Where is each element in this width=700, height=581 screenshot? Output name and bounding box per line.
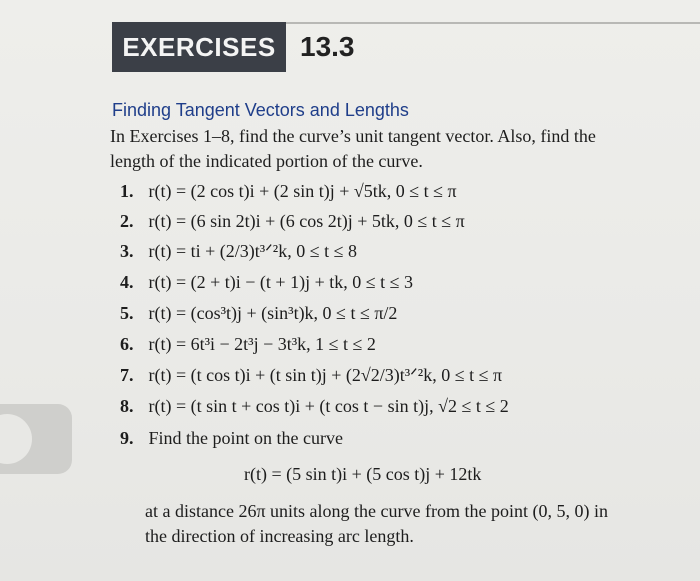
exercise-number: 8.	[120, 396, 134, 416]
exercise-number: 9.	[120, 428, 134, 448]
exercise-item	[120, 211, 465, 232]
exercise-item	[120, 272, 413, 293]
exercise-item	[120, 181, 457, 202]
exercise-text: r(t) = 6t³i − 2t³j − 3t³k, 1 ≤ t ≤ 2	[148, 334, 376, 354]
exercise-item	[120, 396, 509, 417]
exercise-number: 4.	[120, 272, 134, 292]
exercise-number: 2.	[120, 211, 134, 231]
exercise-text: r(t) = (2 cos t)i + (2 sin t)j + √5tk, 0 ≤ t ≤ π	[148, 181, 457, 201]
exercise-text: r(t) = (t cos t)i + (t sin t)j + (2√2/3)t³ᐟ²k, 0 ≤ t ≤ π	[148, 365, 503, 385]
instruction-line-1: In Exercises 1–8, find the curve’s unit tangent vector. Also, find the	[110, 126, 596, 146]
exercise-item	[120, 241, 357, 262]
exercise-item	[120, 334, 376, 355]
exercise-number: 6.	[120, 334, 134, 354]
exercises-label: EXERCISES	[112, 22, 286, 72]
exercise-item	[120, 428, 343, 449]
exercise-number: 5.	[120, 303, 134, 323]
exercise-number: 7.	[120, 365, 134, 385]
exercise-text: r(t) = (t sin t + cos t)i + (t cos t − sin t)j, √2 ≤ t ≤ 2	[148, 396, 509, 416]
section-title: Finding Tangent Vectors and Lengths	[112, 100, 409, 120]
exercise-item	[120, 303, 397, 324]
instruction-line-2: length of the indicated portion of the curve.	[110, 151, 423, 171]
exercise-text: r(t) = (2 + t)i − (t + 1)j + tk, 0 ≤ t ≤ 3	[148, 272, 413, 292]
exercise-text: r(t) = (cos³t)j + (sin³t)k, 0 ≤ t ≤ π/2	[148, 303, 398, 323]
exercise-text: r(t) = (6 sin 2t)i + (6 cos 2t)j + 5tk, 0 ≤ t ≤ π	[148, 211, 465, 231]
exercise-text: r(t) = ti + (2/3)t³ᐟ²k, 0 ≤ t ≤ 8	[148, 241, 357, 261]
exercise-9-line-1: at a distance 26π units along the curve from the point (0, 5, 0) in	[145, 501, 608, 521]
exercise-item	[120, 365, 502, 386]
section-number: 13.3	[300, 31, 355, 62]
exercise-number: 3.	[120, 241, 134, 261]
exercise-9-line-2: the direction of increasing arc length.	[145, 526, 414, 546]
exercise-text: Find the point on the curve	[148, 428, 343, 448]
exercise-9-equation: r(t) = (5 sin t)i + (5 cos t)j + 12tk	[244, 464, 482, 484]
exercise-number: 1.	[120, 181, 134, 201]
